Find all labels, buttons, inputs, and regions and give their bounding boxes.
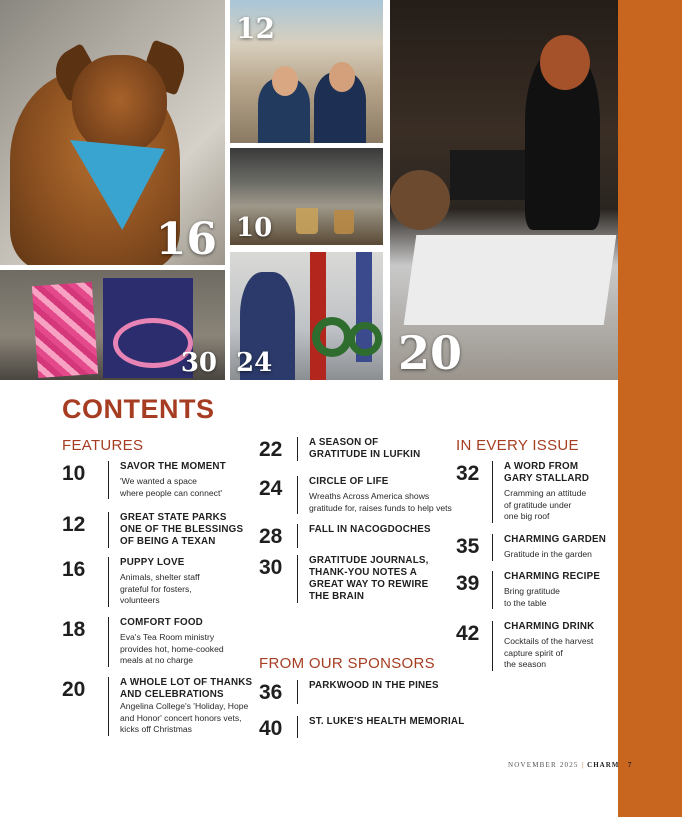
entry-title bbox=[309, 437, 420, 461]
entry-title: COMFORT FOOD bbox=[120, 617, 203, 628]
desc-line: capture spirit of bbox=[504, 647, 563, 658]
entry-page-number: 36 bbox=[259, 681, 283, 704]
desc-line: volunteers bbox=[120, 595, 160, 605]
dog-head-shape bbox=[72, 55, 167, 155]
title-line: AND CELEBRATIONS bbox=[120, 689, 224, 700]
photo-page-number: 30 bbox=[180, 348, 217, 378]
toc-entry[interactable] bbox=[259, 437, 420, 461]
page-footer bbox=[508, 761, 632, 769]
face-shape bbox=[329, 62, 355, 92]
entry-page-number: 40 bbox=[259, 717, 283, 740]
entry-description bbox=[504, 636, 594, 671]
title-line: THE BRAIN bbox=[309, 591, 365, 602]
desc-line: gratitude for, raises funds to help vets bbox=[309, 502, 452, 513]
desc-line: of gratitude under bbox=[504, 499, 572, 510]
journal-shape bbox=[32, 282, 98, 378]
entry-page-number: 22 bbox=[259, 438, 283, 461]
photo-page-number: 16 bbox=[155, 214, 217, 265]
photo-page-number: 20 bbox=[398, 326, 463, 380]
contents-title: CONTENTS bbox=[62, 394, 215, 424]
entry-title: PARKWOOD IN THE PINES bbox=[309, 680, 439, 691]
musician-shape bbox=[390, 170, 450, 230]
toc-entry[interactable] bbox=[456, 621, 594, 671]
conductor-hair-shape bbox=[540, 35, 590, 90]
toc-entry[interactable] bbox=[259, 716, 464, 739]
entry-title bbox=[120, 677, 252, 701]
entry-title: CHARMING DRINK bbox=[504, 621, 595, 632]
desc-line: and Honor' concert honors vets, bbox=[120, 712, 242, 723]
entry-page-number: 30 bbox=[259, 556, 283, 579]
toc-entry[interactable] bbox=[62, 461, 226, 499]
espresso-photo bbox=[230, 148, 383, 245]
toc-entry[interactable] bbox=[259, 555, 429, 603]
entry-description bbox=[120, 572, 200, 607]
entry-title: CHARMING GARDEN bbox=[504, 534, 607, 545]
desc-line: Eva's Tea Room ministry bbox=[120, 632, 215, 642]
desc-line: meals at no charge bbox=[120, 655, 194, 665]
concert-photo bbox=[390, 0, 618, 380]
entry-page-number: 24 bbox=[259, 477, 283, 500]
toc-entry[interactable] bbox=[259, 524, 431, 548]
desc-line: Cramming an attitude bbox=[504, 488, 587, 498]
glass-shape bbox=[296, 208, 318, 234]
flag-shape bbox=[310, 252, 326, 380]
desc-line: Cocktails of the harvest bbox=[504, 636, 594, 646]
entry-page-number: 18 bbox=[62, 618, 86, 641]
desc-line: provides hot, home-cooked bbox=[120, 643, 224, 654]
features-heading: FEATURES bbox=[62, 437, 144, 454]
sponsors-heading: FROM OUR SPONSORS bbox=[259, 655, 435, 672]
page-number: 7 bbox=[627, 761, 633, 769]
title-line: GRATITUDE IN LUFKIN bbox=[309, 449, 421, 460]
entry-page-number: 35 bbox=[456, 535, 480, 558]
desc-line: Animals, shelter staff bbox=[120, 572, 200, 582]
sheet-music-shape bbox=[404, 235, 617, 325]
magazine-brand: CHARM bbox=[587, 761, 620, 769]
footer-divider: | bbox=[581, 761, 585, 769]
desc-line: where people can connect' bbox=[120, 487, 222, 498]
desc-line: to the table bbox=[504, 597, 547, 608]
toc-entry[interactable] bbox=[259, 476, 452, 514]
glass-shape bbox=[334, 210, 354, 234]
entry-title: CHARMING RECIPE bbox=[504, 571, 601, 582]
desc-line: Wreaths Across America shows bbox=[309, 491, 430, 501]
entry-description bbox=[504, 586, 600, 609]
desc-line: grateful for fosters, bbox=[120, 583, 192, 594]
veteran-photo bbox=[230, 252, 383, 380]
title-line: GREAT WAY TO REWIRE bbox=[309, 579, 429, 590]
entry-title bbox=[120, 512, 243, 548]
entry-title: CIRCLE OF LIFE bbox=[309, 476, 389, 487]
entry-title: FALL IN NACOGDOCHES bbox=[309, 524, 431, 535]
entry-title: SAVOR THE MOMENT bbox=[120, 461, 226, 472]
title-line: GARY STALLARD bbox=[504, 473, 590, 484]
entry-title: PUPPY LOVE bbox=[120, 557, 185, 568]
toc-entry[interactable] bbox=[456, 461, 589, 523]
entry-page-number: 20 bbox=[62, 678, 86, 701]
entry-description bbox=[309, 491, 452, 514]
entry-page-number: 16 bbox=[62, 558, 86, 581]
dog-photo bbox=[0, 0, 225, 265]
desc-line: the season bbox=[504, 659, 547, 669]
footer-divider: | bbox=[622, 761, 625, 769]
wreath-shape bbox=[348, 322, 382, 356]
title-line: A SEASON OF bbox=[309, 437, 379, 448]
photo-page-number: 12 bbox=[236, 12, 275, 45]
entry-page-number: 10 bbox=[62, 462, 86, 485]
photo-page-number: 24 bbox=[236, 348, 273, 378]
orange-side-bar bbox=[618, 0, 682, 817]
entry-page-number: 42 bbox=[456, 622, 480, 645]
entry-title bbox=[504, 461, 589, 485]
journal-shape bbox=[103, 278, 193, 378]
entry-description bbox=[120, 476, 226, 499]
desc-line: 'We wanted a space bbox=[120, 476, 197, 486]
toc-entry[interactable] bbox=[259, 680, 439, 704]
beach-photo bbox=[230, 0, 383, 143]
title-line: ONE OF THE BLESSINGS bbox=[120, 524, 244, 535]
toc-entry[interactable] bbox=[62, 557, 200, 607]
journals-photo bbox=[0, 270, 225, 380]
wreath-shape bbox=[312, 317, 352, 357]
entry-page-number: 12 bbox=[62, 513, 86, 536]
toc-entry[interactable] bbox=[456, 534, 606, 561]
title-line: THANK-YOU NOTES A bbox=[309, 567, 418, 578]
desc-line: kicks off Christmas bbox=[120, 724, 192, 734]
entry-page-number: 39 bbox=[456, 572, 480, 595]
toc-entry[interactable] bbox=[62, 677, 252, 736]
desc-line: one big roof bbox=[504, 511, 550, 521]
issue-date: NOVEMBER 2025 bbox=[508, 761, 579, 769]
face-shape bbox=[272, 66, 298, 96]
every-issue-heading: IN EVERY ISSUE bbox=[456, 437, 579, 454]
entry-page-number: 28 bbox=[259, 525, 283, 548]
entry-description bbox=[504, 488, 589, 523]
entry-description bbox=[120, 701, 252, 736]
entry-page-number: 32 bbox=[456, 462, 480, 485]
desc-line: Gratitude in the garden bbox=[504, 549, 592, 559]
toc-entry[interactable] bbox=[62, 512, 243, 548]
desc-line: Angelina College's 'Holiday, Hope bbox=[120, 701, 249, 711]
entry-description bbox=[504, 549, 606, 561]
toc-entry[interactable] bbox=[62, 617, 224, 667]
title-line: OF BEING A TEXAN bbox=[120, 536, 216, 547]
title-line: A WORD FROM bbox=[504, 461, 579, 472]
title-line: GRATITUDE JOURNALS, bbox=[309, 555, 429, 566]
title-line: A WHOLE LOT OF THANKS bbox=[120, 677, 253, 688]
entry-title: ST. LUKE'S HEALTH MEMORIAL bbox=[309, 716, 465, 727]
entry-description bbox=[120, 632, 224, 667]
photo-page-number: 10 bbox=[236, 213, 273, 243]
toc-entry[interactable] bbox=[456, 571, 600, 609]
entry-title bbox=[309, 555, 429, 603]
title-line: GREAT STATE PARKS bbox=[120, 512, 227, 523]
desc-line: Bring gratitude bbox=[504, 586, 560, 596]
